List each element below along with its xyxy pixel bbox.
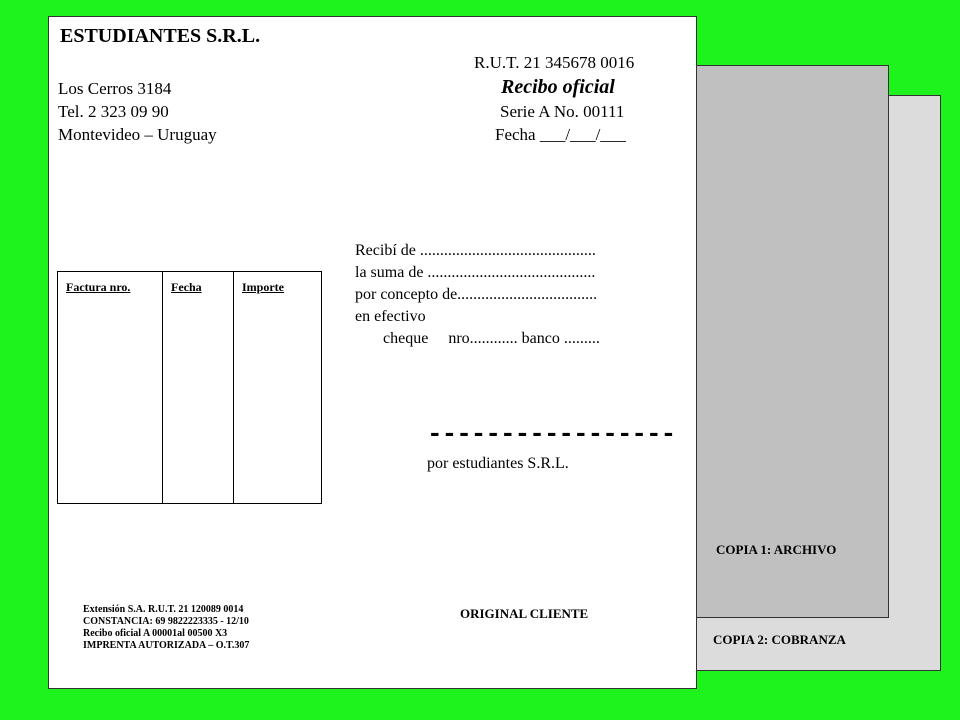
invoice-number-column bbox=[58, 272, 163, 503]
company-address: Los Cerros 3184 bbox=[58, 79, 172, 98]
company-name: ESTUDIANTES S.R.L. bbox=[60, 25, 261, 47]
cheque-line[interactable] bbox=[383, 330, 600, 348]
invoice-amount-column bbox=[234, 272, 321, 503]
printer-info-line: CONSTANCIA: 69 9822223335 - 12/10 bbox=[83, 616, 249, 627]
company-city: Montevideo – Uruguay bbox=[58, 125, 217, 144]
concept-field[interactable]: por concepto de................................... bbox=[355, 286, 598, 303]
original-receipt-sheet bbox=[48, 16, 697, 689]
printer-info-line: Extensión S.A. R.U.T. 21 120089 0014 bbox=[83, 604, 244, 615]
invoice-number-header: Factura nro. bbox=[66, 280, 131, 294]
signature-caption: por estudiantes S.R.L. bbox=[427, 455, 569, 472]
cheque-number-bank-field[interactable]: nro............ banco ......... bbox=[448, 330, 600, 347]
received-from-field[interactable]: Recibí de ............................................ bbox=[355, 242, 596, 259]
invoice-table bbox=[57, 271, 322, 504]
rut-number: R.U.T. 21 345678 0016 bbox=[474, 53, 635, 72]
invoice-date-header: Fecha bbox=[171, 280, 202, 294]
invoice-date-column bbox=[163, 272, 234, 503]
copy-2-label: COPIA 2: COBRANZA bbox=[713, 632, 846, 647]
signature-line: ----------------- bbox=[427, 419, 676, 449]
company-phone: Tel. 2 323 09 90 bbox=[58, 102, 169, 121]
date-field[interactable]: Fecha ___/___/___ bbox=[495, 125, 626, 144]
cash-option[interactable]: en efectivo bbox=[355, 308, 426, 325]
document-title: Recibo oficial bbox=[501, 76, 615, 98]
printer-info-line: IMPRENTA AUTORIZADA – O.T.307 bbox=[83, 640, 250, 651]
invoice-amount-header: Importe bbox=[242, 280, 284, 294]
serie-number: Serie A No. 00111 bbox=[500, 102, 625, 121]
copy-1-label: COPIA 1: ARCHIVO bbox=[716, 542, 837, 557]
cheque-label: cheque bbox=[383, 330, 429, 347]
printer-info-line: Recibo oficial A 00001al 00500 X3 bbox=[83, 628, 228, 639]
printer-info bbox=[83, 604, 249, 652]
amount-field[interactable]: la suma de .......................................... bbox=[355, 264, 596, 281]
original-client-label: ORIGINAL CLIENTE bbox=[460, 606, 589, 621]
